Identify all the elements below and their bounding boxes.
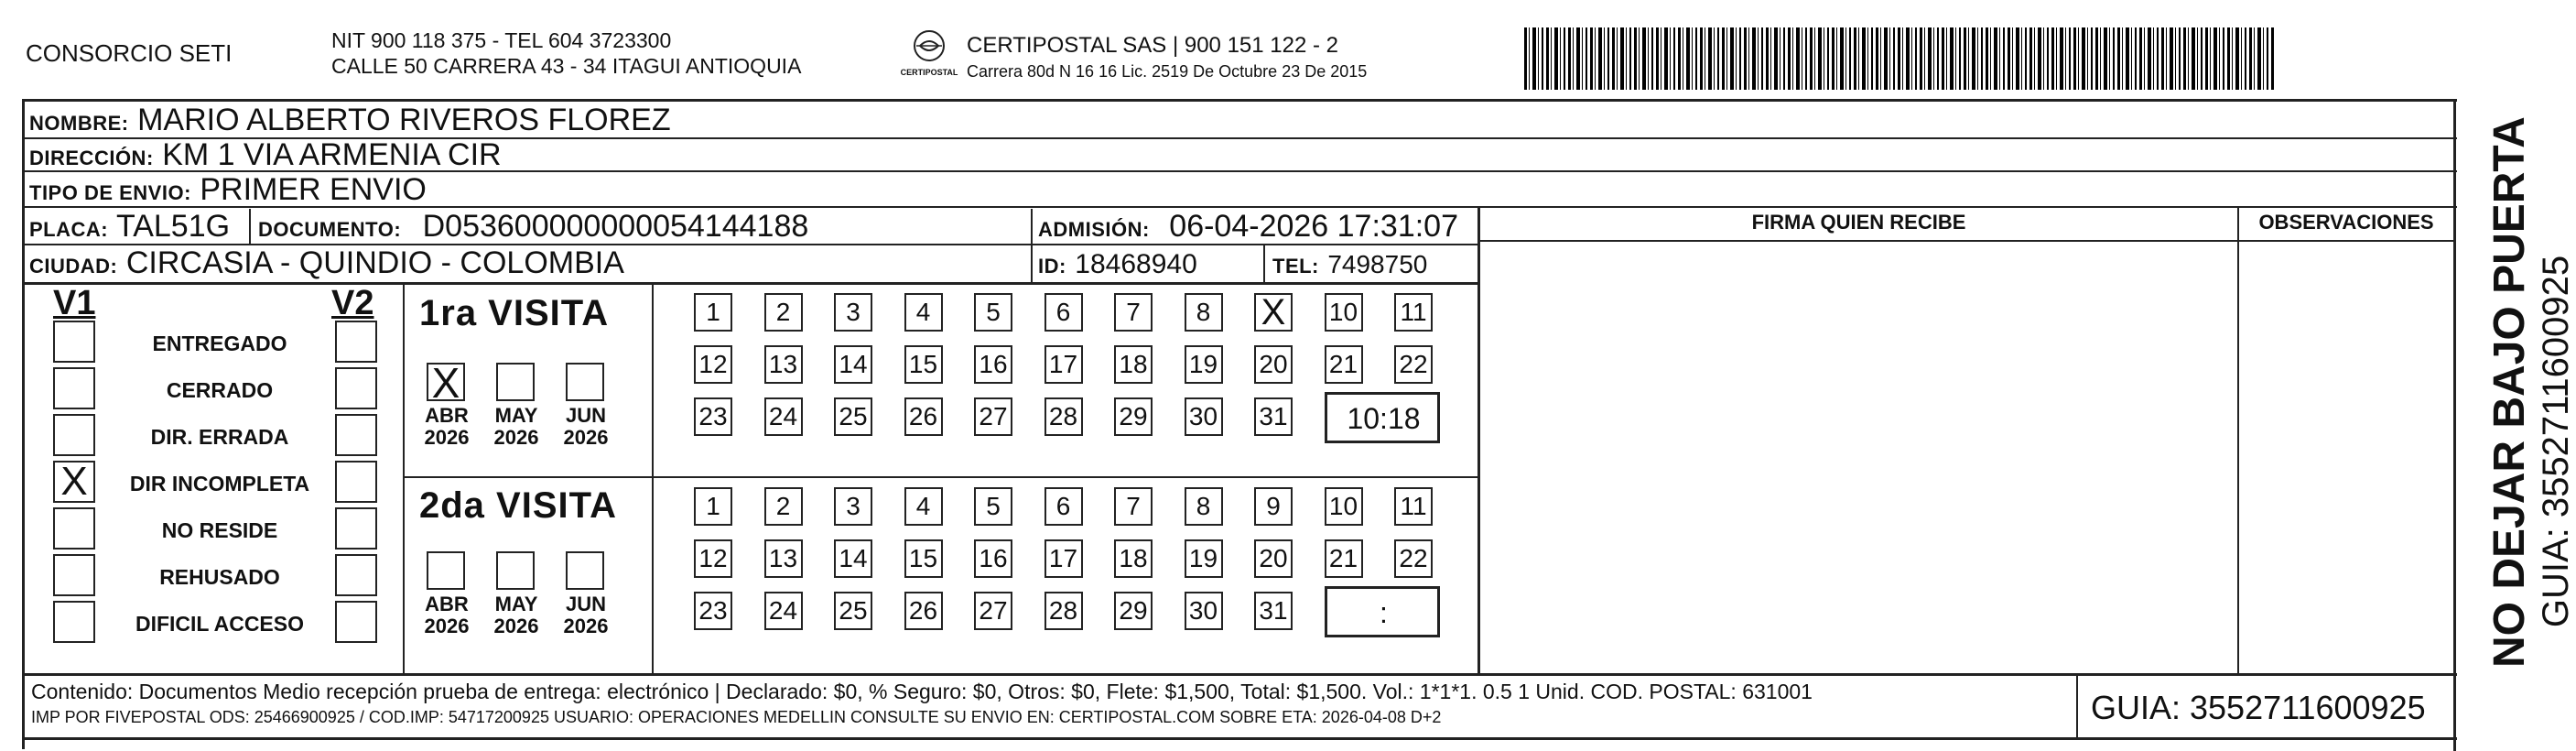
v1-checkbox[interactable] (53, 367, 95, 409)
visit1-day-box[interactable] (694, 345, 732, 384)
visit1-month-checkbox[interactable] (496, 363, 535, 401)
visit1-day-box[interactable] (1254, 397, 1293, 436)
day-number: 21 (1328, 350, 1358, 378)
day-number: 14 (839, 350, 868, 378)
id-label: ID: (1038, 255, 1066, 278)
v2-header: V2 (331, 284, 374, 322)
observaciones-header: OBSERVACIONES (2258, 211, 2434, 234)
reason-label: REHUSADO (159, 565, 280, 589)
direccion-field (29, 137, 502, 176)
day-number: 5 (986, 298, 1001, 326)
visit2-day-box[interactable] (1044, 592, 1083, 630)
visit1-day-box[interactable] (1114, 397, 1153, 436)
placa-label: PLACA: (29, 218, 109, 241)
day-number: 11 (1400, 298, 1427, 326)
id-value: 18468940 (1075, 249, 1197, 279)
day-number: 31 (1259, 402, 1288, 430)
visit2-month-checkbox[interactable] (566, 551, 604, 590)
visit2-day-box[interactable] (904, 487, 943, 526)
visit2-month-label: MAY (494, 593, 538, 615)
visit1-day-box[interactable] (764, 293, 803, 332)
visit1-day-box[interactable] (1044, 397, 1083, 436)
visit2-day-box[interactable] (1185, 539, 1223, 578)
visit1-time-box[interactable]: 10:18 (1325, 392, 1440, 443)
nit-line: NIT 900 118 375 - TEL 604 3723300 (331, 28, 672, 52)
day-number: 16 (979, 544, 1008, 572)
day-number: 28 (1048, 596, 1078, 625)
day-number: 19 (1188, 544, 1218, 572)
day-number: 5 (986, 492, 1001, 520)
visit2-day-box[interactable] (904, 592, 943, 630)
visit2-month-checkbox[interactable] (496, 551, 535, 590)
visit1-month-checkbox[interactable]: X (427, 363, 465, 401)
visit1-day-box[interactable] (974, 293, 1012, 332)
barcode (1524, 27, 2275, 90)
visit2-year-label: 2026 (563, 615, 609, 637)
tel-field (1272, 245, 1427, 284)
visit2-day-box[interactable] (1254, 592, 1293, 630)
reason-label: DIFICIL ACCESO (135, 612, 304, 636)
v2-checkbox[interactable] (335, 367, 377, 409)
tel-label: TEL: (1272, 255, 1319, 278)
visit1-year-label: 2026 (493, 426, 539, 449)
visit2-month-label: ABR (425, 593, 469, 615)
visit1-title: 1ra VISITA (419, 293, 610, 333)
visit1-month-label: MAY (494, 404, 538, 427)
visit2-day-box[interactable] (1254, 487, 1293, 526)
visit2-day-box[interactable] (904, 539, 943, 578)
tipo-value: PRIMER ENVIO (200, 172, 427, 207)
visit1-day-box[interactable] (834, 345, 872, 384)
day-number: 2 (775, 298, 791, 326)
visit2-year-label: 2026 (493, 615, 539, 637)
visit2-day-box[interactable] (1114, 539, 1153, 578)
day-number: 2 (775, 492, 791, 520)
visit1-day-box[interactable] (1044, 345, 1083, 384)
visit2-month-label: JUN (565, 593, 606, 615)
day-number: 8 (1196, 492, 1211, 520)
day-number: 27 (979, 596, 1008, 625)
footer-guia: GUIA: 3552711600925 (2091, 689, 2426, 726)
day-number: 26 (908, 596, 938, 625)
day-number: 10 (1328, 492, 1358, 520)
day-number: 24 (768, 596, 798, 625)
visit1-day-box[interactable] (764, 397, 803, 436)
tipo-field (29, 172, 427, 211)
documento-label: DOCUMENTO: (258, 218, 402, 241)
day-number: 3 (846, 298, 860, 326)
v2-checkbox[interactable] (335, 554, 377, 596)
day-number: 9 (1266, 492, 1281, 520)
day-number: 4 (915, 298, 931, 326)
day-mark: X (1261, 292, 1286, 332)
nombre-label: NOMBRE: (29, 112, 129, 135)
direccion-label: DIRECCIÓN: (29, 147, 154, 169)
visit2-month-checkbox[interactable] (427, 551, 465, 590)
day-number: 6 (1055, 492, 1071, 520)
day-number: 25 (839, 402, 868, 430)
day-number: 6 (1055, 298, 1071, 326)
reason-label: DIR INCOMPLETA (129, 472, 310, 495)
visit1-year-label: 2026 (563, 426, 609, 449)
no-dejar-warning: NO DEJAR BAJO PUERTA (2485, 116, 2534, 668)
v1-header: V1 (53, 284, 96, 322)
id-field (1038, 245, 1197, 284)
day-number: 13 (768, 544, 798, 572)
imp-text: IMP POR FIVEPOSTAL ODS: 25466900925 / COD.IMP: 54717200925 USUARIO: OPERACIONES MEDELLIN CONSULTE SU ENVIO EN: CERTIPOSTAL.COM SOBRE ETA: 2026-04-08 D+2 (31, 708, 1442, 726)
day-number: 1 (706, 298, 720, 326)
certipostal-logo (893, 26, 966, 82)
visit1-day-box[interactable] (1044, 293, 1083, 332)
v2-checkbox[interactable] (335, 461, 377, 503)
v1-checkbox[interactable] (53, 601, 95, 643)
visit1-day-box[interactable] (1185, 293, 1223, 332)
v1-checkbox[interactable] (53, 414, 95, 456)
v1-checkbox[interactable] (53, 507, 95, 550)
reason-label: NO RESIDE (161, 518, 278, 542)
address-line: CALLE 50 CARRERA 43 - 34 ITAGUI ANTIOQUIA (331, 54, 802, 78)
visit1-day-box[interactable] (694, 293, 732, 332)
day-number: 28 (1048, 402, 1078, 430)
visit1-day-box[interactable] (1394, 293, 1433, 332)
visit2-day-box[interactable] (1114, 592, 1153, 630)
side-text (2462, 116, 2576, 668)
visit2-day-box[interactable] (1044, 539, 1083, 578)
visit1-day-box[interactable] (834, 397, 872, 436)
ciudad-label: CIUDAD: (29, 255, 118, 278)
firma-header: FIRMA QUIEN RECIBE (1751, 211, 1966, 234)
day-number: 30 (1188, 596, 1218, 625)
v2-checkbox[interactable] (335, 601, 377, 643)
visit2-day-box[interactable] (834, 592, 872, 630)
day-number: 20 (1259, 350, 1288, 378)
day-number: 29 (1119, 596, 1148, 625)
day-number: 15 (908, 350, 938, 378)
visit1-day-box[interactable] (1254, 345, 1293, 384)
nombre-value: MARIO ALBERTO RIVEROS FLOREZ (137, 103, 671, 137)
ciudad-field (29, 245, 624, 284)
visit2-day-box[interactable] (834, 539, 872, 578)
visit2-day-box[interactable] (1185, 592, 1223, 630)
visit2-day-box[interactable] (974, 487, 1012, 526)
visit2-day-box[interactable] (1254, 539, 1293, 578)
day-number: 20 (1259, 544, 1288, 572)
day-number: 30 (1188, 402, 1218, 430)
carrier-sub: Carrera 80d N 16 16 Lic. 2519 De Octubre 23 De 2015 (967, 62, 1368, 81)
documento-value: D053600000000054144188 (422, 209, 809, 244)
admision-label: ADMISIÓN: (1038, 218, 1150, 241)
direccion-value: KM 1 VIA ARMENIA CIR (162, 137, 502, 172)
day-number: 25 (839, 596, 868, 625)
day-number: 23 (698, 402, 728, 430)
visit1-day-box[interactable] (904, 345, 943, 384)
visit2-day-box[interactable] (694, 592, 732, 630)
day-number: 18 (1119, 544, 1148, 572)
v2-checkbox[interactable] (335, 321, 377, 363)
visit2-day-box[interactable] (764, 539, 803, 578)
visit1-day-box[interactable] (1114, 345, 1153, 384)
visit2-day-box[interactable] (764, 592, 803, 630)
day-number: 21 (1328, 544, 1358, 572)
visit1-day-box[interactable] (1325, 345, 1363, 384)
day-number: 7 (1126, 298, 1141, 326)
visit1-month-label: ABR (425, 404, 469, 427)
visit2-day-box[interactable] (1114, 487, 1153, 526)
visit2-day-box[interactable] (1325, 539, 1363, 578)
day-number: 18 (1119, 350, 1148, 378)
day-number: 29 (1119, 402, 1148, 430)
v2-checkbox[interactable] (335, 507, 377, 550)
day-number: 4 (915, 492, 931, 520)
day-number: 15 (908, 544, 938, 572)
header (0, 0, 2571, 101)
placa-field (29, 209, 230, 247)
v2-checkbox[interactable] (335, 414, 377, 456)
visit1-day-box[interactable] (764, 345, 803, 384)
visit1-day-box[interactable] (1114, 293, 1153, 332)
visit1-day-box[interactable] (1325, 293, 1363, 332)
company-name: CONSORCIO SETI (26, 39, 233, 67)
day-number: 31 (1259, 596, 1288, 625)
visit2-time-box[interactable]: : (1325, 586, 1440, 637)
admision-field (1038, 209, 1458, 247)
visit2-day-box[interactable] (834, 487, 872, 526)
visit2-day-box[interactable] (764, 487, 803, 526)
visit2-day-box[interactable] (1044, 487, 1083, 526)
ciudad-value: CIRCASIA - QUINDIO - COLOMBIA (125, 245, 624, 280)
visit1-day-box[interactable] (1394, 345, 1433, 384)
visit2-day-box[interactable] (974, 592, 1012, 630)
visit2-day-box[interactable] (1185, 487, 1223, 526)
tipo-label: TIPO DE ENVIO: (29, 181, 191, 204)
visit1-day-box[interactable] (1185, 397, 1223, 436)
nombre-field (29, 103, 671, 141)
day-number: 13 (768, 350, 798, 378)
day-number: 26 (908, 402, 938, 430)
v1-checkbox[interactable] (53, 321, 95, 363)
visit2-day-box[interactable] (694, 539, 732, 578)
visit1-day-box[interactable] (904, 293, 943, 332)
day-number: 8 (1196, 298, 1211, 326)
visit2-day-box[interactable] (694, 487, 732, 526)
visit1-day-box[interactable] (974, 345, 1012, 384)
visit1-day-box[interactable] (904, 397, 943, 436)
v1-checkbox[interactable]: X (53, 461, 95, 503)
contenido-text: Contenido: Documentos Medio recepción prueba de entrega: electrónico | Declarado: $0, % Seguro: $0, Otros: $0, Flete: $1,500, Total: $1,500. Vol.: 1*1*1. 0.5 1 Unid. COD. POSTAL: 631001 (31, 680, 1813, 703)
logo-text: CERTIPOSTAL (900, 68, 958, 77)
visit1-day-box[interactable] (1185, 345, 1223, 384)
visit2-day-box[interactable] (1325, 487, 1363, 526)
day-number: 14 (839, 544, 868, 572)
day-number: 19 (1188, 350, 1218, 378)
visit2-day-box[interactable] (1394, 487, 1433, 526)
visit2-day-box[interactable] (1394, 539, 1433, 578)
visit1-month-checkbox[interactable] (566, 363, 604, 401)
visit1-day-box[interactable] (1254, 293, 1293, 332)
visit2-year-label: 2026 (424, 615, 470, 637)
day-number: 23 (698, 596, 728, 625)
day-number: 1 (706, 492, 720, 520)
day-number: 17 (1048, 544, 1078, 572)
carrier-line: CERTIPOSTAL SAS | 900 151 122 - 2 (967, 33, 1338, 58)
side-guia: GUIA: 3552711600925 (2536, 255, 2576, 628)
v1-checkbox[interactable] (53, 554, 95, 596)
day-number: 10 (1328, 298, 1358, 326)
day-number: 24 (768, 402, 798, 430)
admision-value: 06-04-2026 17:31:07 (1169, 209, 1458, 244)
documento-field (258, 209, 808, 247)
visit1-day-box[interactable] (974, 397, 1012, 436)
reason-label: ENTREGADO (152, 332, 287, 355)
day-number: 16 (979, 350, 1008, 378)
day-number: 3 (846, 492, 860, 520)
visit2-day-box[interactable] (974, 539, 1012, 578)
day-number: 12 (698, 544, 728, 572)
day-number: 17 (1048, 350, 1078, 378)
visit2-title: 2da VISITA (419, 485, 617, 526)
day-number: 22 (1399, 350, 1428, 378)
reason-label: CERRADO (166, 378, 274, 402)
visit1-year-label: 2026 (424, 426, 470, 449)
visit1-month-label: JUN (565, 404, 606, 427)
day-number: 7 (1126, 492, 1141, 520)
tel-value: 7498750 (1327, 250, 1428, 278)
placa-value: TAL51G (115, 209, 231, 244)
visit1-day-box[interactable] (834, 293, 872, 332)
day-number: 12 (698, 350, 728, 378)
day-number: 27 (979, 402, 1008, 430)
reason-label: DIR. ERRADA (150, 425, 289, 449)
visit1-day-box[interactable] (694, 397, 732, 436)
day-number: 11 (1400, 492, 1427, 520)
day-number: 22 (1399, 544, 1428, 572)
